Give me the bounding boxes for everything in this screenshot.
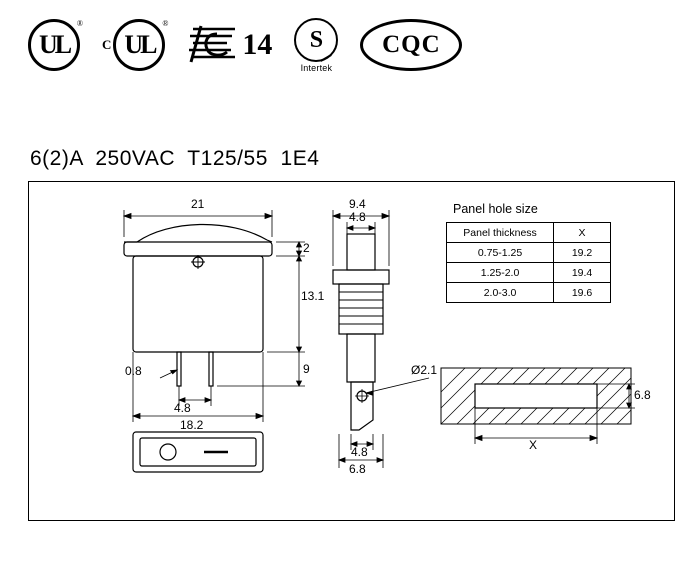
intertek-s-mark — [294, 18, 338, 73]
cqc-mark — [360, 19, 462, 71]
s-letter: S — [309, 26, 324, 53]
cell-x-1: 19.2 — [554, 243, 611, 263]
dim-actuator-width: 4.8 — [349, 210, 366, 224]
s-logo-icon — [294, 18, 338, 62]
drawing-frame — [28, 181, 675, 521]
cell-x-2: 19.4 — [554, 263, 611, 283]
ul-text-2: UL — [124, 30, 155, 59]
enec-mark — [187, 24, 272, 66]
ul-logo-icon-2 — [113, 19, 169, 71]
cell-thickness-3: 2.0-3.0 — [447, 283, 554, 303]
dim-tab-width: 4.8 — [351, 445, 368, 459]
header-panel-thickness: Panel thickness — [447, 223, 554, 243]
cqc-text: CQC — [382, 31, 441, 58]
dim-side-width: 9.4 — [349, 197, 366, 211]
dim-terminal-thickness: 0.8 — [125, 364, 142, 378]
dim-terminal-length: 9 — [303, 362, 310, 376]
intertek-label: Intertek — [300, 62, 333, 73]
table-row — [447, 263, 611, 283]
c-prefix-label: C — [102, 37, 112, 52]
enec-logo-icon — [187, 24, 241, 66]
c-ul-mark — [102, 19, 169, 71]
ul-logo-icon — [28, 19, 83, 71]
certification-logo-row — [28, 12, 462, 78]
dim-panel-thickness: 6.8 — [634, 388, 651, 402]
panel-hole-table-title: Panel hole size — [453, 202, 538, 216]
dim-body-height: 13.1 — [301, 289, 325, 303]
cell-thickness-1: 0.75-1.25 — [447, 243, 554, 263]
registered-mark: ® — [76, 19, 83, 28]
dim-terminal-spacing: 4.8 — [174, 401, 191, 415]
dim-bezel-height: 2 — [303, 241, 310, 255]
registered-mark-2: ® — [162, 19, 169, 28]
dim-body-width: 18.2 — [180, 418, 204, 432]
header-x: X — [554, 223, 611, 243]
table-header-row — [447, 223, 611, 243]
rating-line-1: 6(2)A 250VAC T125/55 1E4 — [30, 147, 320, 170]
enec-number: 14 — [242, 28, 273, 61]
s-tick-icon — [321, 54, 332, 62]
cell-x-3: 19.6 — [554, 283, 611, 303]
dim-hole-diameter: Ø2.1 — [411, 363, 438, 377]
table-row — [447, 243, 611, 263]
panel-hole-table — [446, 222, 611, 303]
ul-mark-1 — [28, 19, 83, 71]
cell-thickness-2: 1.25-2.0 — [447, 263, 554, 283]
dim-panel-x: X — [529, 438, 538, 452]
ul-text: UL — [38, 30, 70, 59]
dim-front-width: 21 — [191, 197, 205, 211]
table-row — [447, 283, 611, 303]
dim-tab-base: 6.8 — [349, 462, 366, 476]
